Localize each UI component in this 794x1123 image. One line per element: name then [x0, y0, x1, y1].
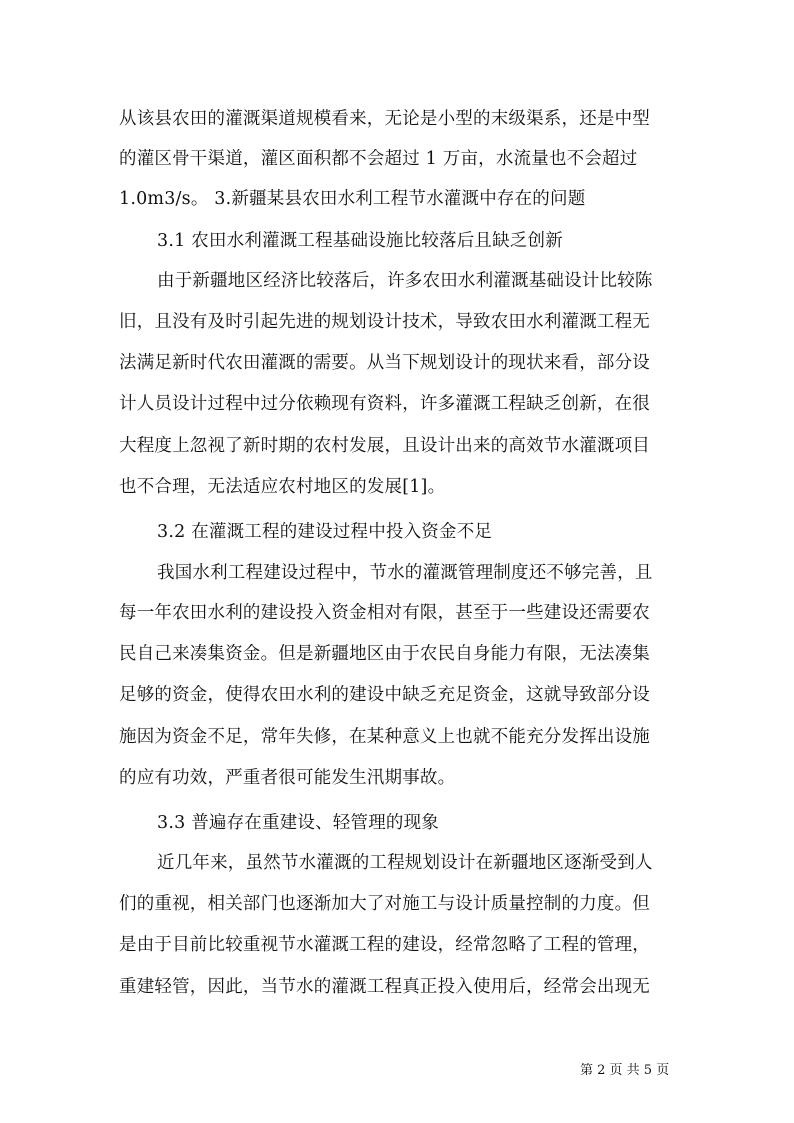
body-text-line: 施因为资金不足，常年失修，在某种意义上也就不能充分发挥出设施 — [119, 727, 650, 747]
section-heading: 3.2 在灌溉工程的建设过程中投入资金不足 — [157, 522, 493, 542]
page-number-footer: 第 2 页 共 5 页 — [580, 1063, 670, 1078]
body-text-line: 的灌区骨干渠道，灌区面积都不会超过 1 万亩，水流量也不会超过 — [119, 149, 638, 169]
section-heading: 3.1 农田水利灌溉工程基础设施比较落后且缺乏创新 — [157, 231, 563, 251]
body-text-line: 的应有功效，严重者很可能发生汛期事故。 — [119, 768, 456, 788]
body-text-line: 足够的资金，使得农田水利的建设中缺乏充足资金，这就导致部分设 — [119, 685, 650, 705]
body-text-line: 们的重视，相关部门也逐渐加大了对施工与设计质量控制的力度。但 — [119, 894, 650, 914]
body-text-line: 大程度上忽视了新时期的农村发展，且设计出来的高效节水灌溉项目 — [119, 436, 650, 456]
body-text-line: 计人员设计过程中过分依赖现有资料，许多灌溉工程缺乏创新，在很 — [119, 394, 650, 414]
body-text-line: 1.0m3/s。 3.新疆某县农田水利工程节水灌溉中存在的问题 — [119, 189, 586, 209]
body-text-line: 从该县农田的灌溉渠道规模看来，无论是小型的末级渠系，还是中型 — [119, 109, 650, 129]
body-text-line: 法满足新时代农田灌溉的需要。从当下规划设计的现状来看，部分设 — [119, 353, 650, 373]
body-text-line: 民自己来凑集资金。但是新疆地区由于农民自身能力有限，无法凑集 — [119, 644, 650, 664]
body-text-line: 旧，且没有及时引起先进的规划设计技术，导致农田水利灌溉工程无 — [119, 312, 650, 332]
paragraph-first-line: 近几年来，虽然节水灌溉的工程规划设计在新疆地区逐渐受到人 — [157, 853, 653, 873]
body-text-line: 是由于目前比较重视节水灌溉工程的建设，经常忽略了工程的管理， — [119, 935, 650, 955]
paragraph-first-line: 我国水利工程建设过程中，节水的灌溉管理制度还不够完善，且 — [157, 563, 653, 583]
body-text-line: 每一年农田水利的建设投入资金相对有限，甚至于一些建设还需要农 — [119, 603, 650, 623]
section-heading: 3.3 普遍存在重建设、轻管理的现象 — [157, 813, 439, 833]
paragraph-first-line: 由于新疆地区经济比较落后，许多农田水利灌溉基础设计比较陈 — [157, 271, 653, 291]
body-text-line: 也不合理，无法适应农村地区的发展[1]。 — [119, 477, 446, 497]
body-text-line: 重建轻管，因此，当节水的灌溉工程真正投入使用后，经常会出现无 — [119, 977, 650, 997]
